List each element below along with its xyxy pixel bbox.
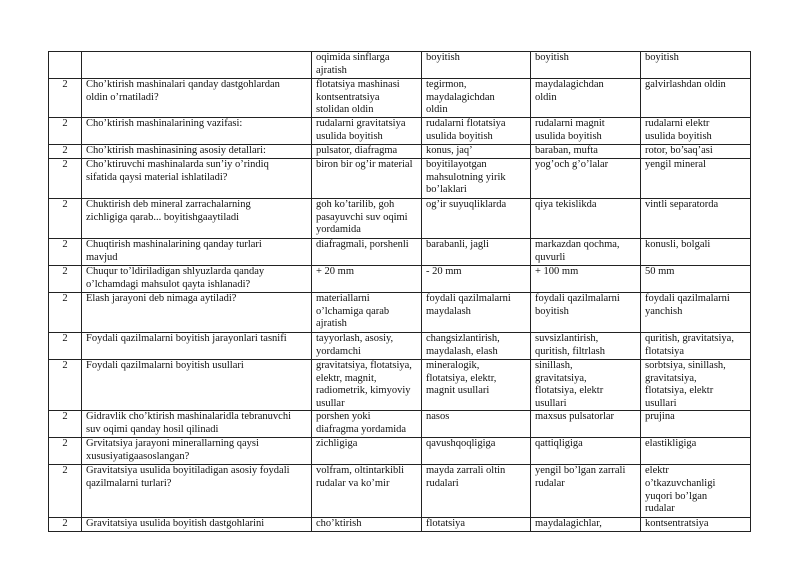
- answer-a-cell: volfram, oltintarkibli rudalar va ko’mir: [312, 465, 422, 518]
- table-row: [49, 79, 751, 118]
- answer-d-cell: quritish, gravitatsiya, flotatsiya: [641, 333, 751, 360]
- table-row: [49, 293, 751, 333]
- answer-c-cell: qiya tekislikda: [531, 199, 641, 239]
- question-cell: Chuqtirish mashinalarining qanday turlari mavjud: [82, 239, 312, 266]
- row-number: 2: [49, 438, 82, 465]
- answer-a-cell: tayyorlash, asosiy, yordamchi: [312, 333, 422, 360]
- row-number: 2: [49, 79, 82, 118]
- answer-b-cell: nasos: [422, 411, 531, 438]
- answer-c-cell: yog’och g’o’lalar: [531, 159, 641, 199]
- answer-d-cell: rotor, bo’saq’asi: [641, 145, 751, 159]
- answer-c-cell: sinillash, gravitatsiya, flotatsiya, elektr usullari: [531, 360, 641, 411]
- answer-d-cell: vintli separatorda: [641, 199, 751, 239]
- answer-c-cell: boyitish: [531, 52, 641, 79]
- table-row: [49, 411, 751, 438]
- answer-b-cell: tegirmon, maydalagichdan oldin: [422, 79, 531, 118]
- answer-a-cell: flotatsiya mashinasi kontsentratsiya stolidan oldin: [312, 79, 422, 118]
- question-table: [48, 51, 751, 532]
- table-row: [49, 518, 751, 532]
- table-row: [49, 118, 751, 145]
- answer-b-cell: mineralogik, flotatsiya, elektr, magnit usullari: [422, 360, 531, 411]
- question-cell: Cho’ktirish mashinalarining vazifasi:: [82, 118, 312, 145]
- answer-d-cell: yengil mineral: [641, 159, 751, 199]
- answer-a-cell: cho’ktirish: [312, 518, 422, 532]
- table-row: [49, 199, 751, 239]
- answer-d-cell: elektr o’tkazuvchanligi yuqori bo’lgan rudalar: [641, 465, 751, 518]
- row-number: 2: [49, 199, 82, 239]
- answer-a-cell: gravitatsiya, flotatsiya, elektr, magnit, radiometrik, kimyoviy usullar: [312, 360, 422, 411]
- answer-b-cell: boyitilayotgan mahsulotning yirik bo’laklari: [422, 159, 531, 199]
- row-number: 2: [49, 239, 82, 266]
- row-number: 2: [49, 465, 82, 518]
- table-row: [49, 159, 751, 199]
- question-cell: Cho’ktiruvchi mashinalarda sun’iy o’rindiq sifatida qaysi material ishlatiladi?: [82, 159, 312, 199]
- answer-c-cell: + 100 mm: [531, 266, 641, 293]
- answer-a-cell: materiallarni o’lchamiga qarab ajratish: [312, 293, 422, 333]
- answer-c-cell: qattiqligiga: [531, 438, 641, 465]
- question-cell: Cho’ktirish mashinalari qanday dastgohlardan oldin o’rnatiladi?: [82, 79, 312, 118]
- row-number: [49, 52, 82, 79]
- question-cell: Chuktirish deb mineral zarrachalarning zichligiga qarab... boyitishgaaytiladi: [82, 199, 312, 239]
- answer-a-cell: + 20 mm: [312, 266, 422, 293]
- question-cell: Foydali qazilmalarni boyitish jarayonlari tasnifi: [82, 333, 312, 360]
- question-cell: Gravitatsiya usulida boyitiladigan asosiy foydali qazilmalarni turlari?: [82, 465, 312, 518]
- row-number: 2: [49, 293, 82, 333]
- table-row: [49, 438, 751, 465]
- question-cell: Cho’ktirish mashinasining asosiy detallari:: [82, 145, 312, 159]
- question-cell: [82, 52, 312, 79]
- row-number: 2: [49, 333, 82, 360]
- question-cell: Grvitatsiya jarayoni minerallarning qaysi xususiyatigaasoslangan?: [82, 438, 312, 465]
- table-row: [49, 360, 751, 411]
- answer-a-cell: pulsator, diafragma: [312, 145, 422, 159]
- row-number: 2: [49, 145, 82, 159]
- table-row: [49, 239, 751, 266]
- answer-b-cell: flotatsiya: [422, 518, 531, 532]
- answer-b-cell: og’ir suyuqliklarda: [422, 199, 531, 239]
- answer-b-cell: foydali qazilmalarni maydalash: [422, 293, 531, 333]
- answer-c-cell: maydalagichdan oldin: [531, 79, 641, 118]
- question-cell: Elash jarayoni deb nimaga aytiladi?: [82, 293, 312, 333]
- answer-c-cell: maxsus pulsatorlar: [531, 411, 641, 438]
- answer-c-cell: maydalagichlar,: [531, 518, 641, 532]
- answer-b-cell: qavushqoqligiga: [422, 438, 531, 465]
- answer-c-cell: baraban, mufta: [531, 145, 641, 159]
- question-cell: Gravitatsiya usulida boyitish dastgohlarini: [82, 518, 312, 532]
- answer-b-cell: - 20 mm: [422, 266, 531, 293]
- answer-d-cell: konusli, bolgali: [641, 239, 751, 266]
- table-row: [49, 266, 751, 293]
- answer-c-cell: yengil bo’lgan zarrali rudalar: [531, 465, 641, 518]
- row-number: 2: [49, 266, 82, 293]
- answer-d-cell: foydali qazilmalarni yanchish: [641, 293, 751, 333]
- row-number: 2: [49, 411, 82, 438]
- row-number: 2: [49, 518, 82, 532]
- table-row: [49, 465, 751, 518]
- answer-a-cell: diafragmali, porshenli: [312, 239, 422, 266]
- answer-b-cell: barabanli, jagli: [422, 239, 531, 266]
- row-number: 2: [49, 159, 82, 199]
- answer-a-cell: goh ko’tarilib, goh pasayuvchi suv oqimi yordamida: [312, 199, 422, 239]
- question-cell: Foydali qazilmalarni boyitish usullari: [82, 360, 312, 411]
- table-row: [49, 333, 751, 360]
- answer-a-cell: oqimida sinflarga ajratish: [312, 52, 422, 79]
- answer-a-cell: biron bir og’ir material: [312, 159, 422, 199]
- answer-b-cell: rudalarni flotatsiya usulida boyitish: [422, 118, 531, 145]
- answer-b-cell: boyitish: [422, 52, 531, 79]
- table-row: [49, 52, 751, 79]
- answer-a-cell: zichligiga: [312, 438, 422, 465]
- answer-b-cell: changsizlantirish, maydalash, elash: [422, 333, 531, 360]
- answer-b-cell: mayda zarrali oltin rudalari: [422, 465, 531, 518]
- answer-c-cell: rudalarni magnit usulida boyitish: [531, 118, 641, 145]
- row-number: 2: [49, 118, 82, 145]
- answer-a-cell: porshen yoki diafragma yordamida: [312, 411, 422, 438]
- question-cell: Gidravlik cho’ktirish mashinalaridla tebranuvchi suv oqimi qanday hosil qilinadi: [82, 411, 312, 438]
- answer-c-cell: foydali qazilmalarni boyitish: [531, 293, 641, 333]
- answer-b-cell: konus, jaq’: [422, 145, 531, 159]
- question-cell: Chuqur to’ldiriladigan shlyuzlarda qanday o’lchamdagi mahsulot qayta ishlanadi?: [82, 266, 312, 293]
- answer-d-cell: elastikligiga: [641, 438, 751, 465]
- answer-d-cell: boyitish: [641, 52, 751, 79]
- answer-c-cell: suvsizlantirish, quritish, filtrlash: [531, 333, 641, 360]
- table-row: [49, 145, 751, 159]
- row-number: 2: [49, 360, 82, 411]
- answer-d-cell: rudalarni elektr usulida boyitish: [641, 118, 751, 145]
- answer-c-cell: markazdan qochma, quvurli: [531, 239, 641, 266]
- answer-d-cell: kontsentratsiya: [641, 518, 751, 532]
- answer-d-cell: galvirlashdan oldin: [641, 79, 751, 118]
- answer-d-cell: sorbtsiya, sinillash, gravitatsiya, flotatsiya, elektr usullari: [641, 360, 751, 411]
- answer-d-cell: 50 mm: [641, 266, 751, 293]
- answer-d-cell: prujina: [641, 411, 751, 438]
- answer-a-cell: rudalarni gravitatsiya usulida boyitish: [312, 118, 422, 145]
